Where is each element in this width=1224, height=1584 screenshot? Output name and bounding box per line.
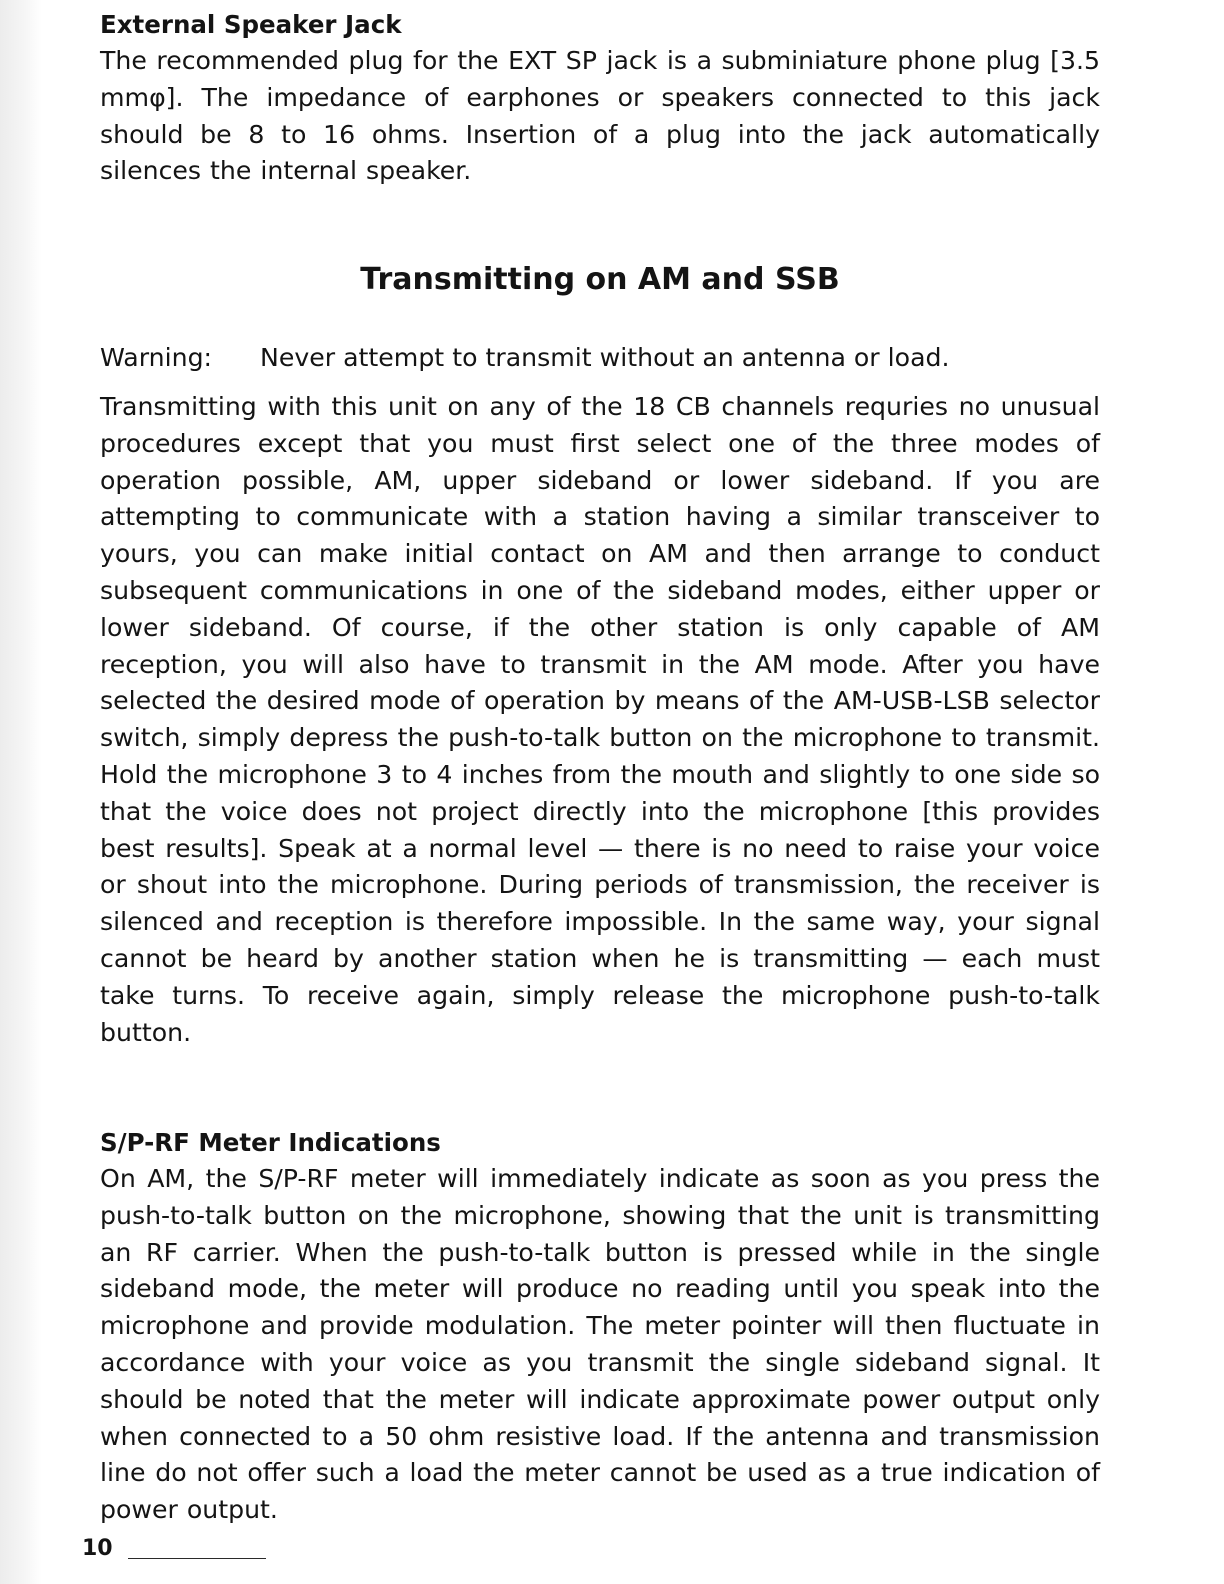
warning-label: Warning: [100,343,213,372]
external-speaker-heading: External Speaker Jack [100,10,402,39]
meter-heading: S/P-RF Meter Indications [100,1128,441,1157]
warning-text: Never attempt to transmit without an antenna or load. [260,343,950,372]
section-title: Transmitting on AM and SSB [360,262,840,297]
transmitting-body: Transmitting with this unit on any of the 18 CB channels requries no unusual procedures except that you must first select one of the three modes of operation possible, AM, upper sideband or lower sideband. If you are attempting to communicate with a station having a similar transceiver to yours, you can make initial contact on AM and then arrange to conduct subsequent communications in one of the sideband modes, either upper or lower sideband. Of course, if the other station is only capable of AM reception, you will also have to transmit in the AM mode. After you have selected the desired mode of operation by means of the AM-USB-LSB selector switch, simply depress the push-to-talk button on the microphone to transmit. Hold the microphone 3 to 4 inches from the mouth and slightly to one side so that the voice does not project directly into the microphone [this provides best results]. Speak at a normal level — there is no need to raise your voice or shout into the microphone. During periods of transmission, the receiver is silenced and reception is therefore impossible. In the same way, your signal cannot be heard by another station when he is transmitting — each must take turns. To receive again, simply release the microphone push-to-talk button. [100,392,1100,1047]
meter-section [100,1124,1100,1529]
external-speaker-section [100,6,1100,190]
scan-shadow [0,0,42,1584]
transmitting-section [100,389,1100,1051]
external-speaker-body: The recommended plug for the EXT SP jack is a subminiature phone plug [3.5 mmφ]. The impedance of earphones or speakers connected to this jack should be 8 to 16 ohms. Insertion of a plug into the jack automatically silences the internal speaker. [100,46,1100,186]
meter-body: On AM, the S/P-RF meter will immediately indicate as soon as you press the push-to-talk button on the microphone, showing that the unit is transmitting an RF carrier. When the push-to-talk button is pressed while in the single sideband mode, the meter will produce no reading until you speak into the microphone and provide modulation. The meter pointer will then fluctuate in accordance with your voice as you transmit the single sideband signal. It should be noted that the meter will indicate approximate power output only when connected to a 50 ohm resistive load. If the antenna and transmission line do not offer such a load the meter cannot be used as a true indication of power output. [100,1164,1100,1525]
warning-notice [100,339,1100,376]
footer-rule [128,1558,266,1559]
page-number: 10 [82,1536,113,1561]
page-footer [82,1534,282,1574]
